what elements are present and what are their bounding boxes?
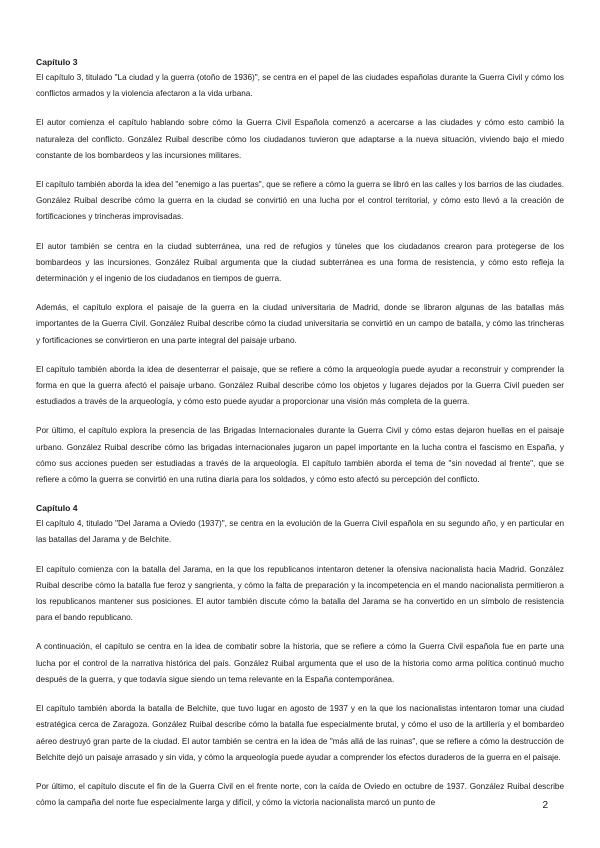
chapter-3-paragraph-5: Además, el capítulo explora el paisaje de la guerra en la ciudad universitaria de Madrid, donde se libraron algunas de las batallas más importantes de la Guerra Civil. González Ruibal describe cómo la ciudad universitaria se convirtió en un campo de batalla, y cómo las trincheras y fortificaciones se convirtieron en una parte integral del paisaje urbano.: [36, 303, 564, 345]
chapter-3-paragraph-2: El autor comienza el capítulo hablando sobre cómo la Guerra Civil Española comenzó a acercarse a las ciudades y cómo esto cambió la naturaleza del conflicto. González Ruibal describe cómo los ciudadanos tuvieron que adaptarse a la nueva situación, viviendo bajo el miedo constante de los bombardeos y las incursiones militares.: [36, 118, 564, 160]
chapter-3-paragraph-6: El capítulo también aborda la idea de desenterrar el paisaje, que se refiere a cómo la arqueología puede ayudar a reconstruir y comprender la forma en que la guerra afectó el paisaje urbano. González Ruibal describe cómo los objetos y lugares dejados por la Guerra Civil pueden ser estudiados a través de la arqueología, y cómo esto puede ayudar a proporcionar una visión más completa de la guerra.: [36, 364, 564, 407]
chapter-4-paragraph-5: Por último, el capítulo discute el fin de la Guerra Civil en el frente norte, con la caída de Oviedo en octubre de 1937. González Ruibal describe cómo la campaña del norte fue especialmente larga y difícil, y cómo la victoria nacionalista marcó un punto de: [36, 781, 564, 808]
chapter-3-paragraph-4: El autor también se centra en la ciudad subterránea, una red de refugios y túneles que los ciudadanos crearon para protegerse de los bombardeos y las incursiones. González Ruibal argumenta que la ciudad subterránea es una forma de resistencia, y cómo esto refleja la determinación y el ingenio de los ciudadanos en tiempos de guerra.: [36, 241, 564, 284]
chapter-3-paragraph-1: El capítulo 3, titulado "La ciudad y la guerra (otoño de 1936)", se centra en el papel de las ciudades españolas durante la Guerra Civil y cómo los conflictos armados y la violencia afectaron a la vida urbana.: [36, 73, 564, 99]
chapter-4-paragraph-2: El capítulo comienza con la batalla del Jarama, en la que los republicanos intentaron detener la ofensiva nacionalista hacia Madrid. González Ruibal describe cómo la batalla fue feroz y sangrienta, y cómo la falta de preparación y la incompetencia en el mando nacionalista permitieron a los republicanos mantener sus posiciones. El autor también discute cómo la batalla del Jarama se ha convertido en un símbolo de resistencia para el bando republicano.: [36, 564, 564, 623]
chapter-3-paragraph-3: El capítulo también aborda la idea del "enemigo a las puertas", que se refiere a cómo la guerra se libró en las calles y los barrios de las ciudades. González Ruibal describe cómo la guerra en la ciudad se convirtió en una lucha por el control territorial, y cómo esto llevó a la creación de fortificaciones y trincheras improvisadas.: [36, 180, 564, 222]
document-body: [36, 56, 564, 824]
page-number: 2: [542, 800, 548, 811]
chapter-3-paragraph-7: Por último, el capítulo explora la presencia de las Brigadas Internacionales durante la Guerra Civil y cómo estas dejaron huellas en el paisaje urbano. González Ruibal describe cómo las brigadas internacionales jugaron un papel importante en la lucha contra el fascismo en España, y cómo sus acciones pueden ser estudiadas a través de la arqueología. El capítulo también aborda el tema de "sin novedad al frente", que se refiere a cómo la guerra se convirtió en una rutina diaria para los soldados, y cómo esto afectó su percepción del conflicto.: [36, 426, 564, 485]
chapter-4-paragraph-3: A continuación, el capítulo se centra en la idea de combatir sobre la historia, que se refiere a cómo la Guerra Civil española fue en parte una lucha por el control de la narrativa histórica del país. González Ruibal argumenta que el uso de la historia como arma política continuó mucho después de la guerra, y que todavía sigue siendo un tema relevante en la España contemporánea.: [36, 642, 564, 684]
chapter-3-heading: Capítulo 3: [36, 57, 78, 67]
chapter-4-heading: Capítulo 4: [36, 503, 78, 514]
chapter-4-paragraph-1: El capítulo 4, titulado "Del Jarama a Oviedo (1937)", se centra en la evolución de la Guerra Civil española en su segundo año, y en particular en las batallas del Jarama y de Belchite.: [36, 519, 564, 545]
chapter-4-paragraph-4: El capítulo también aborda la batalla de Belchite, que tuvo lugar en agosto de 1937 y en la que los nacionalistas intentaron tomar una ciudad estratégica cerca de Zaragoza. González Ruibal describe cómo la batalla fue especialmente brutal, y cómo el uso de la artillería y el bombardeo aéreo destruyó gran parte de la ciudad. El autor también se centra en la idea de "más allá de las ruinas", que se refiere a cómo la destrucción de Belchite dejó un paisaje arrasado y sin vida, y cómo la arqueología puede ayudar a comprender los efectos duraderos de la guerra en el paisaje.: [36, 704, 564, 762]
